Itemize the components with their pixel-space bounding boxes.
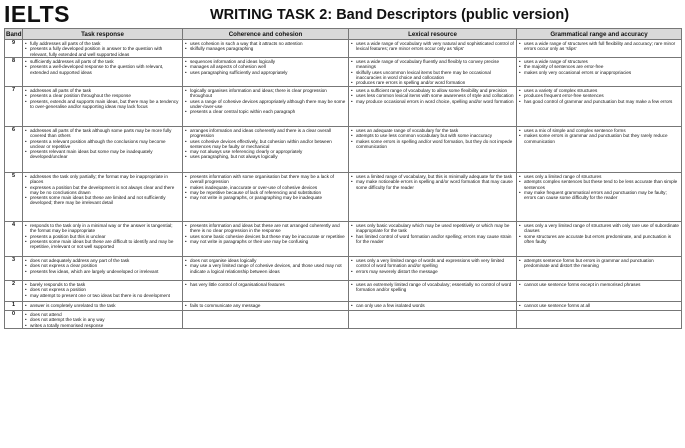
descriptor-item: • makes only very occasional errors or inappropriacies — [519, 70, 679, 75]
lexical-resource-list — [351, 88, 514, 104]
descriptor-item: • presents few ideas, which are largely undeveloped or irrelevant — [25, 269, 180, 274]
descriptor-item: • fully addresses all parts of the task — [25, 41, 180, 46]
descriptor-item: • makes some errors in grammar and punctuation but they rarely reduce communication — [519, 133, 679, 144]
descriptor-item: • does not adequately address any part of the task — [25, 258, 180, 263]
grammatical-range-list — [519, 223, 679, 244]
descriptor-item: • may not write in paragraphs, or paragraphing may be inadequate — [185, 195, 346, 200]
descriptor-item: • logically organises information and ideas; there is clear progression throughout — [185, 88, 346, 99]
band-score: 6 — [5, 127, 23, 173]
descriptor-item: • has good control of grammar and punctuation but may make a few errors — [519, 99, 679, 104]
table-row — [5, 257, 682, 281]
descriptor-item: • uses a variety of complex structures — [519, 88, 679, 93]
coherence-cohesion-list — [185, 88, 346, 114]
descriptor-item: • attempts sentence forms but errors in grammar and punctuation predominate and distort the meaning — [519, 258, 679, 269]
descriptor-item: • attempts complex sentences but these tend to be less accurate than simple sentences — [519, 179, 679, 190]
descriptor-item: • does not attend — [25, 312, 180, 317]
band-score: 4 — [5, 222, 23, 257]
descriptor-item: • presents a well-developed response to the question with relevant, extended and supported ideas — [25, 64, 180, 75]
header-grammatical-range: Grammatical range and accuracy — [517, 29, 682, 40]
descriptor-item: • presents some main ideas but these are limited and not sufficiently developed; there may be irrelevant detail — [25, 195, 180, 206]
descriptor-item: • presents relevant main ideas but some may be inadequately developed/unclear — [25, 149, 180, 160]
grammatical-range-cell — [517, 40, 682, 58]
descriptor-item: • addresses all parts of the task — [25, 88, 180, 93]
descriptor-item: • skilfully uses uncommon lexical items but there may be occasional inaccuracies in word choice and collocation — [351, 70, 514, 81]
descriptor-item: • cannot use sentence forms except in memorised phrases — [519, 282, 679, 287]
grammatical-range-cell — [517, 257, 682, 281]
descriptor-item: • uses only basic vocabulary which may be used repetitively or which may be inappropriate for the task — [351, 223, 514, 234]
coherence-cohesion-list — [185, 303, 346, 308]
coherence-cohesion-list — [185, 258, 346, 274]
descriptor-item: • uses an adequate range of vocabulary for the task — [351, 128, 514, 133]
band-score: 1 — [5, 302, 23, 311]
task-response-cell — [23, 311, 183, 329]
band-score: 9 — [5, 40, 23, 58]
band-score: 3 — [5, 257, 23, 281]
lexical-resource-cell — [349, 87, 517, 127]
grammatical-range-list — [519, 174, 679, 200]
header-lexical-resource: Lexical resource — [349, 29, 517, 40]
descriptor-item: • addresses all parts of the task although some parts may be more fully covered than others — [25, 128, 180, 139]
coherence-cohesion-cell — [183, 311, 349, 329]
band-score: 8 — [5, 58, 23, 87]
descriptor-item: • uses paragraphing sufficiently and appropriately — [185, 70, 346, 75]
grammatical-range-list — [519, 88, 679, 104]
task-response-cell — [23, 87, 183, 127]
task-response-cell — [23, 302, 183, 311]
lexical-resource-cell — [349, 58, 517, 87]
descriptor-item: • produces rare errors in spelling and/or word formation — [351, 80, 514, 85]
descriptor-item: • sequences information and ideas logically — [185, 59, 346, 64]
descriptor-item: • may not write in paragraphs or their use may be confusing — [185, 239, 346, 244]
grammatical-range-list — [519, 303, 679, 308]
page-title: WRITING TASK 2: Band Descriptors (public version) — [210, 7, 570, 23]
descriptor-item: • makes some errors in spelling and/or word formation, but they do not impede communication — [351, 139, 514, 150]
descriptor-item: • uses some basic cohesive devices but these may be inaccurate or repetitive — [185, 234, 346, 239]
grammatical-range-cell — [517, 87, 682, 127]
descriptor-item: • may make frequent grammatical errors and punctuation may be faulty; errors can cause some difficulty for the reader — [519, 190, 679, 201]
descriptor-item: • does not express a clear position — [25, 263, 180, 268]
task-response-list — [25, 303, 180, 308]
coherence-cohesion-list — [185, 41, 346, 52]
coherence-cohesion-cell — [183, 127, 349, 173]
descriptor-item: • may use a very limited range of cohesive devices, and those used may not indicate a logical relationship between ideas — [185, 263, 346, 274]
grammatical-range-cell — [517, 58, 682, 87]
lexical-resource-list — [351, 128, 514, 149]
lexical-resource-cell — [349, 173, 517, 222]
descriptor-item: • uses a wide range of structures with full flexibility and accuracy; rare minor errors occur only as 'slips' — [519, 41, 679, 52]
descriptor-item: • uses a range of cohesive devices appropriately although there may be some under-/over-use — [185, 99, 346, 110]
descriptor-item: • expresses a position but the development is not always clear and there may be no conclusions drawn — [25, 185, 180, 196]
coherence-cohesion-list — [185, 223, 346, 244]
lexical-resource-list — [351, 303, 514, 308]
task-response-cell — [23, 222, 183, 257]
descriptor-item: • uses a wide range of vocabulary with very natural and sophisticated control of lexical features; rare minor errors occur only as 'slips' — [351, 41, 514, 52]
task-response-cell — [23, 257, 183, 281]
grammatical-range-cell — [517, 222, 682, 257]
coherence-cohesion-list — [185, 59, 346, 75]
coherence-cohesion-cell — [183, 58, 349, 87]
descriptor-item: • presents a relevant position although the conclusions may become unclear or repetitive — [25, 139, 180, 150]
descriptor-item: • attempts to use less common vocabulary but with some inaccuracy — [351, 133, 514, 138]
lexical-resource-list — [351, 41, 514, 52]
lexical-resource-cell — [349, 40, 517, 58]
descriptor-item: • errors may severely distort the message — [351, 269, 514, 274]
descriptor-item: • does not express a position — [25, 287, 180, 292]
lexical-resource-list — [351, 174, 514, 190]
descriptor-item: • uses only a very limited range of structures with only rare use of subordinate clauses — [519, 223, 679, 234]
grammatical-range-cell — [517, 302, 682, 311]
descriptor-item: • may produce occasional errors in word choice, spelling and/or word formation — [351, 99, 514, 104]
descriptor-item: • some structures are accurate but errors predominate, and punctuation is often faulty — [519, 234, 679, 245]
band-score: 7 — [5, 87, 23, 127]
descriptor-item: • arranges information and ideas coherently and there is a clear overall progression — [185, 128, 346, 139]
table-row — [5, 173, 682, 222]
descriptor-item: • uses a wide range of vocabulary fluently and flexibly to convey precise meanings — [351, 59, 514, 70]
descriptor-item: • responds to the task only in a minimal way or the answer is tangential; the format may be inappropriate — [25, 223, 180, 234]
descriptor-item: • addresses the task only partially; the format may be inappropriate in places — [25, 174, 180, 185]
descriptor-item: • skilfully manages paragraphing — [185, 46, 346, 51]
coherence-cohesion-cell — [183, 257, 349, 281]
table-row — [5, 222, 682, 257]
task-response-list — [25, 223, 180, 249]
coherence-cohesion-cell — [183, 87, 349, 127]
grammatical-range-list — [519, 41, 679, 52]
table-header-row — [5, 29, 682, 40]
descriptor-item: • presents some main ideas but these are difficult to identify and may be repetitive, irrelevant or not well supported — [25, 239, 180, 250]
lexical-resource-cell — [349, 281, 517, 302]
descriptor-item: • manages all aspects of cohesion well — [185, 64, 346, 69]
descriptor-item: • uses an extremely limited range of vocabulary; essentially no control of word formation and/or spelling — [351, 282, 514, 293]
descriptor-item: • makes inadequate, inaccurate or over-use of cohesive devices — [185, 185, 346, 190]
descriptor-item: • uses less common lexical items with some awareness of style and collocation — [351, 93, 514, 98]
descriptor-item: • barely responds to the task — [25, 282, 180, 287]
descriptor-item: • presents a clear position throughout the response — [25, 93, 180, 98]
band-score: 2 — [5, 281, 23, 302]
grammatical-range-list — [519, 59, 679, 75]
task-response-list — [25, 41, 180, 57]
table-row — [5, 127, 682, 173]
grammatical-range-cell — [517, 281, 682, 302]
task-response-list — [25, 312, 180, 328]
table-row — [5, 40, 682, 58]
descriptor-item: • uses cohesive devices effectively, but cohesion within and/or between sentences may be faulty or mechanical — [185, 139, 346, 150]
grammatical-range-list — [519, 282, 679, 287]
descriptor-item: • uses a limited range of vocabulary, but this is minimally adequate for the task — [351, 174, 514, 179]
coherence-cohesion-cell — [183, 302, 349, 311]
grammatical-range-cell — [517, 127, 682, 173]
descriptor-item: • presents a fully developed position in answer to the question with relevant, fully extended and well supported ideas — [25, 46, 180, 57]
descriptor-item: • uses a wide range of structures — [519, 59, 679, 64]
band-score: 0 — [5, 311, 23, 329]
descriptor-item: • uses paragraphing, but not always logically — [185, 154, 346, 159]
descriptor-item: • cannot use sentence forms at all — [519, 303, 679, 308]
lexical-resource-cell — [349, 257, 517, 281]
table-row — [5, 311, 682, 329]
lexical-resource-list — [351, 258, 514, 274]
task-response-list — [25, 59, 180, 75]
lexical-resource-list — [351, 223, 514, 244]
descriptor-item: • uses cohesion in such a way that it attracts no attention — [185, 41, 346, 46]
table-row — [5, 58, 682, 87]
grammatical-range-list — [519, 258, 679, 269]
task-response-list — [25, 258, 180, 274]
task-response-cell — [23, 58, 183, 87]
descriptor-item: • does not organise ideas logically — [185, 258, 346, 263]
lexical-resource-cell — [349, 222, 517, 257]
descriptor-item: • the majority of sentences are error-free — [519, 64, 679, 69]
band-score: 5 — [5, 173, 23, 222]
descriptor-item: • may be repetitive because of lack of referencing and substitution — [185, 190, 346, 195]
descriptor-item: • presents information and ideas but these are not arranged coherently and there is no clear progression in the response — [185, 223, 346, 234]
descriptor-item: • presents a clear central topic within each paragraph — [185, 109, 346, 114]
task-response-list — [25, 88, 180, 109]
band-descriptors-table — [4, 28, 682, 329]
descriptor-item: • may attempt to present one or two ideas but there is no development — [25, 293, 180, 298]
ielts-logo: IELTS — [4, 1, 70, 27]
coherence-cohesion-cell — [183, 222, 349, 257]
grammatical-range-list — [519, 128, 679, 144]
table-row — [5, 302, 682, 311]
task-response-list — [25, 128, 180, 160]
descriptor-item: • has very little control of organisational features — [185, 282, 346, 287]
descriptor-item: • sufficiently addresses all parts of the task — [25, 59, 180, 64]
coherence-cohesion-cell — [183, 40, 349, 58]
grammatical-range-cell — [517, 173, 682, 222]
descriptor-item: • writes a totally memorised response — [25, 323, 180, 328]
descriptor-item: • uses only a limited range of structures — [519, 174, 679, 179]
descriptor-item: • fails to communicate any message — [185, 303, 346, 308]
header-task-response: Task response — [23, 29, 183, 40]
descriptor-item: • presents a position but this is unclear — [25, 234, 180, 239]
header-coherence-cohesion: Coherence and cohesion — [183, 29, 349, 40]
descriptor-item: • uses only a very limited range of words and expressions with very limited control of word formation and/or spelling — [351, 258, 514, 269]
grammatical-range-cell — [517, 311, 682, 329]
descriptor-item: • has limited control of word formation and/or spelling; errors may cause strain for the reader — [351, 234, 514, 245]
descriptor-item: • presents, extends and supports main ideas, but there may be a tendency to over-generalise and/or supporting ideas may lack focus — [25, 99, 180, 110]
lexical-resource-cell — [349, 311, 517, 329]
task-response-list — [25, 174, 180, 206]
task-response-cell — [23, 173, 183, 222]
table-row — [5, 87, 682, 127]
descriptor-item: • uses a mix of simple and complex sentence forms — [519, 128, 679, 133]
coherence-cohesion-cell — [183, 281, 349, 302]
task-response-list — [25, 282, 180, 298]
descriptor-item: • may make noticeable errors in spelling and/or word formation that may cause some difficulty for the reader — [351, 179, 514, 190]
descriptor-item: • does not attempt the task in any way — [25, 317, 180, 322]
lexical-resource-cell — [349, 127, 517, 173]
coherence-cohesion-list — [185, 282, 346, 287]
coherence-cohesion-list — [185, 128, 346, 160]
coherence-cohesion-cell — [183, 173, 349, 222]
table-body — [5, 40, 682, 329]
descriptor-item: • answer is completely unrelated to the task — [25, 303, 180, 308]
descriptor-item: • produces frequent error-free sentences — [519, 93, 679, 98]
coherence-cohesion-list — [185, 174, 346, 200]
task-response-cell — [23, 40, 183, 58]
task-response-cell — [23, 127, 183, 173]
lexical-resource-cell — [349, 302, 517, 311]
header-band: Band — [6, 30, 22, 38]
task-response-cell — [23, 281, 183, 302]
lexical-resource-list — [351, 59, 514, 85]
descriptor-item: • presents information with some organisation but there may be a lack of overall progression — [185, 174, 346, 185]
table-row — [5, 281, 682, 302]
lexical-resource-list — [351, 282, 514, 293]
descriptor-item: • may not always use referencing clearly or appropriately — [185, 149, 346, 154]
descriptor-item: • uses a sufficient range of vocabulary to allow some flexibility and precision — [351, 88, 514, 93]
descriptor-item: • can only use a few isolated words — [351, 303, 514, 308]
